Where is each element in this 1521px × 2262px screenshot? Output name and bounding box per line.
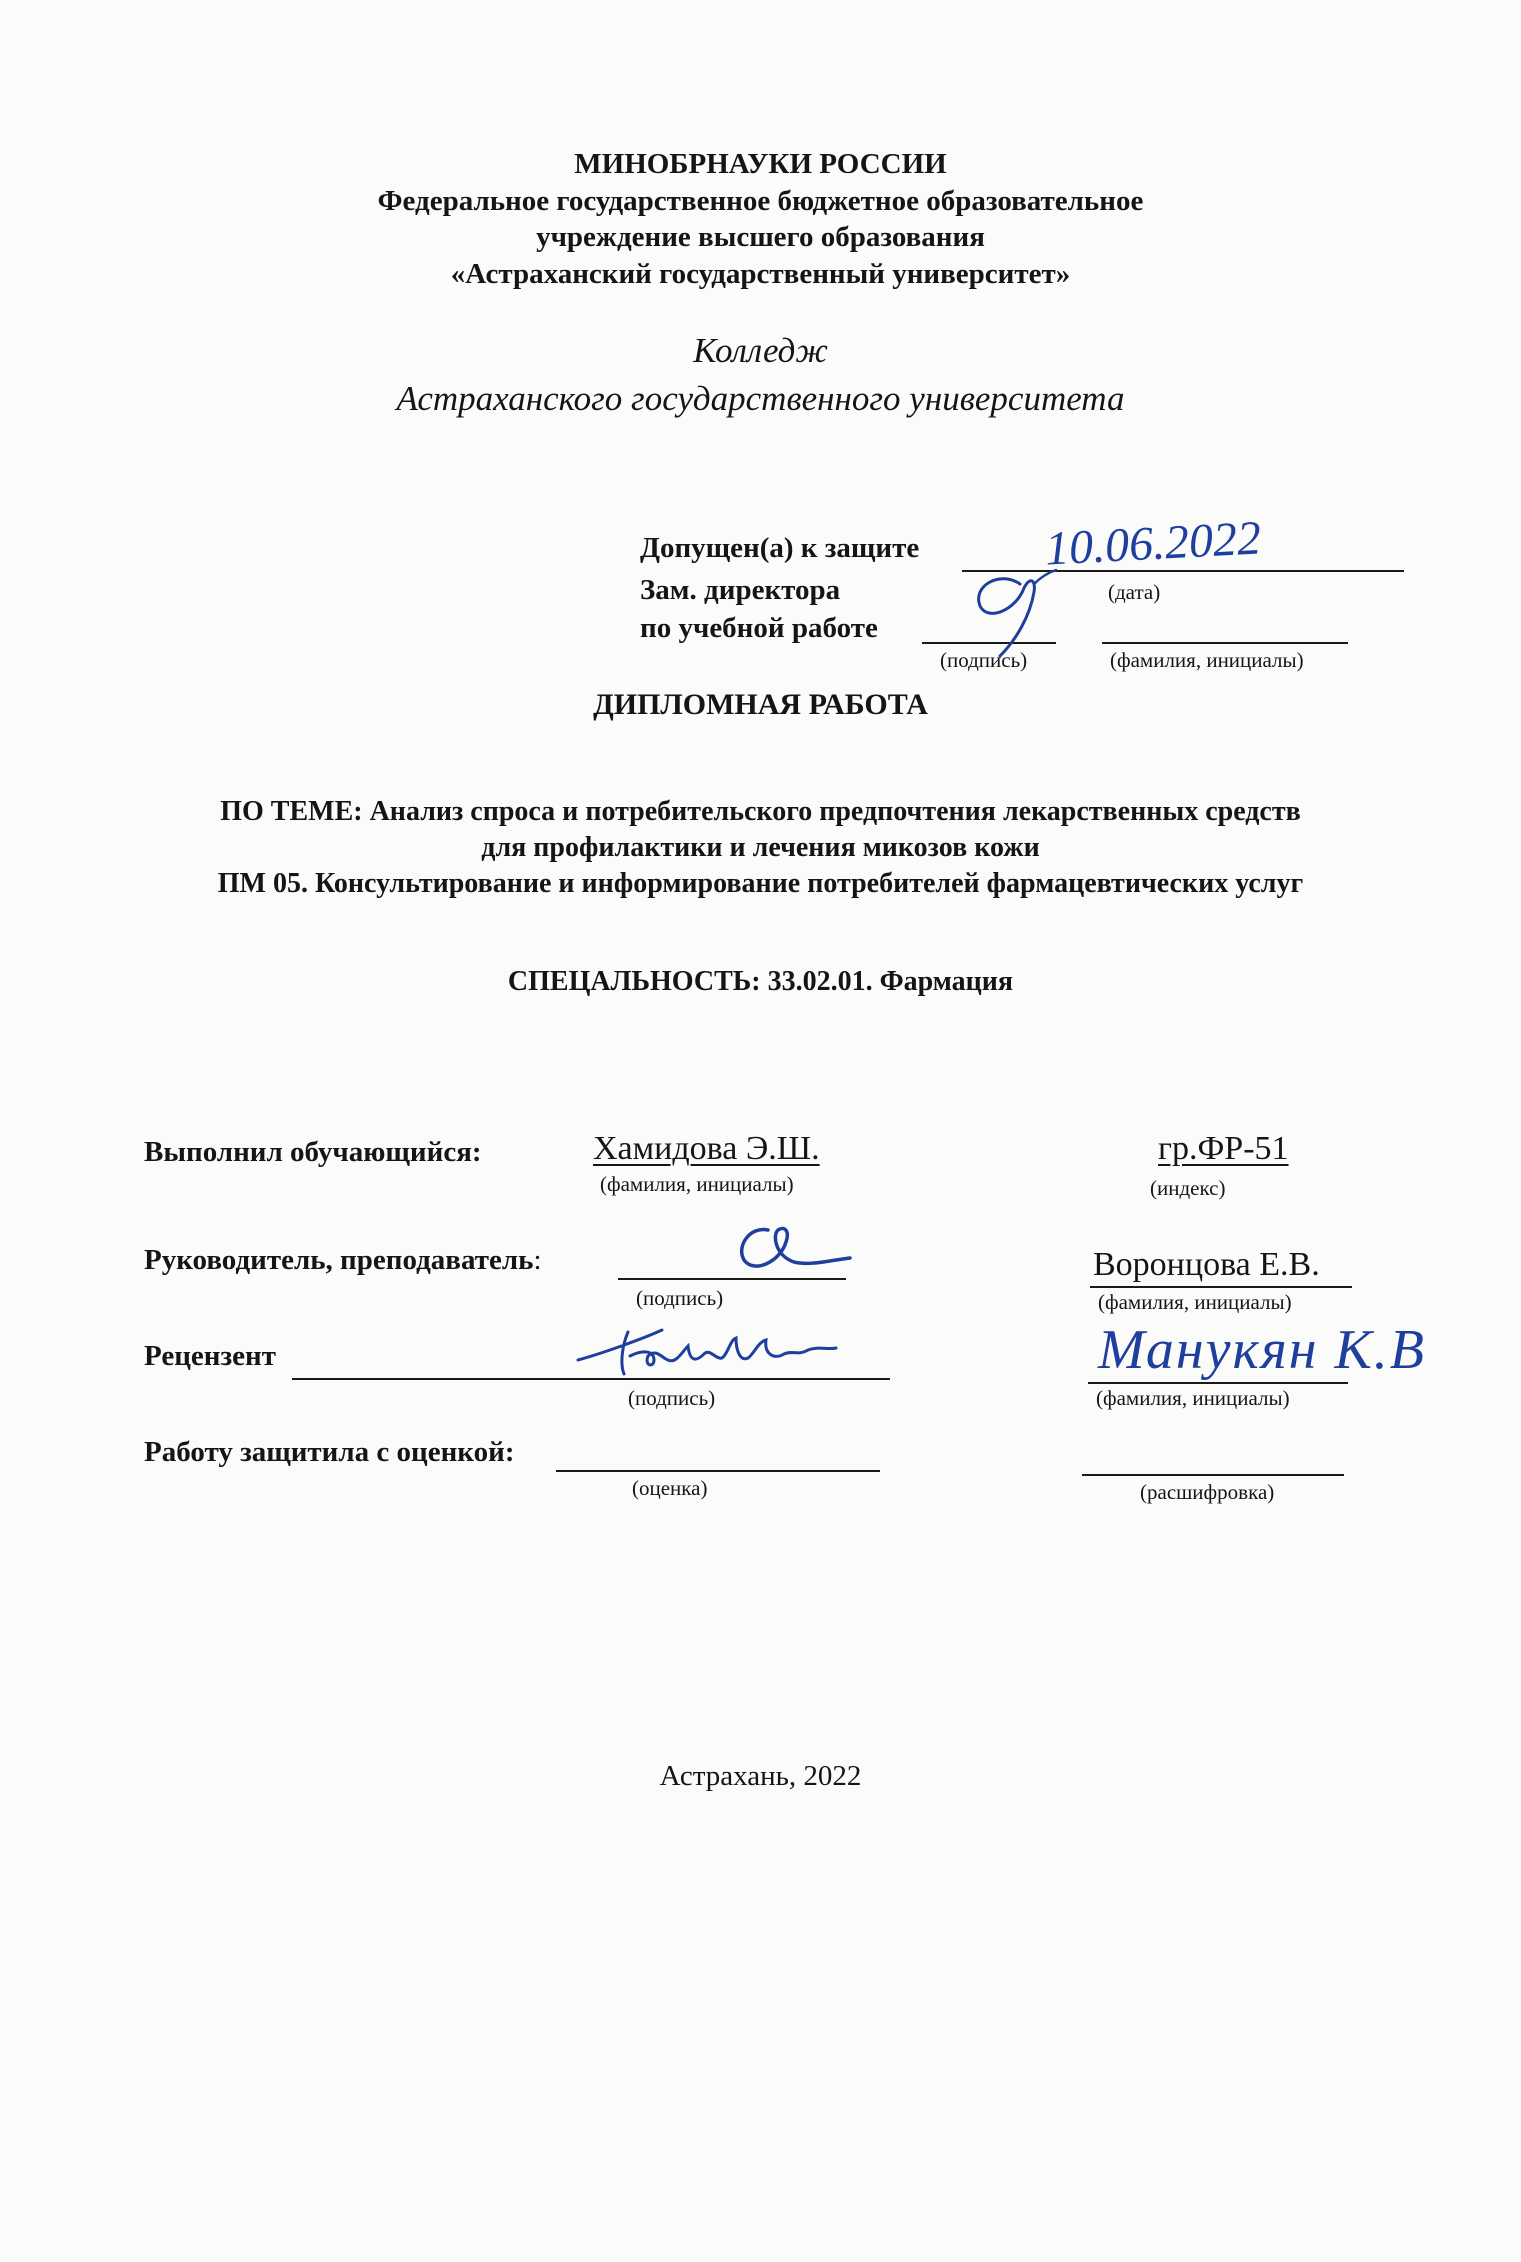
- student-name-caption: (фамилия, инициалы): [600, 1172, 794, 1196]
- admitted-date-handwritten: 10.06.2022: [1043, 511, 1263, 576]
- supervisor-name: Воронцова Е.В.: [1093, 1246, 1320, 1283]
- supervisor-name-line: [1090, 1286, 1352, 1288]
- university-name: «Астраханский государственный университет»: [450, 258, 1071, 290]
- reviewer-name-line: [1088, 1382, 1348, 1384]
- supervisor-signature-line: [618, 1278, 846, 1280]
- supervisor-signature: [728, 1216, 854, 1278]
- student-label: Выполнил обучающийся:: [144, 1136, 482, 1168]
- college-line-2: Астраханского государственного университета: [396, 379, 1125, 418]
- student-group: гр.ФР-51: [1158, 1130, 1289, 1167]
- grade-decode-caption: (расшифровка): [1140, 1480, 1275, 1504]
- admitted-label: Допущен(а) к защите: [640, 532, 920, 564]
- college-line-1: Колледж: [693, 331, 828, 370]
- deputy-label: Зам. директора: [640, 574, 841, 606]
- topic-line-3: ПМ 05. Консультирование и информирование потребителей фармацевтических услуг: [217, 868, 1304, 899]
- reviewer-label: Рецензент: [144, 1340, 276, 1372]
- grade-decode-line: [1082, 1474, 1344, 1476]
- reviewer-name-handwritten: Манукян К.В: [1098, 1319, 1426, 1381]
- institution-line-1: Федеральное государственное бюджетное образовательное: [377, 185, 1144, 217]
- academic-label: по учебной работе: [640, 612, 878, 644]
- ministry-heading: МИНОБРНАУКИ РОССИИ: [574, 148, 947, 180]
- topic-line-2: для профилактики и лечения микозов кожи: [481, 832, 1040, 863]
- deputy-name-caption: (фамилия, инициалы): [1110, 648, 1304, 672]
- document-type: ДИПЛОМНАЯ РАБОТА: [593, 688, 928, 721]
- topic-line-1: ПО ТЕМЕ: Анализ спроса и потребительского предпочтения лекарственных средств: [220, 796, 1301, 827]
- city-year: Астрахань, 2022: [659, 1760, 862, 1792]
- grade-label: Работу защитила с оценкой:: [144, 1436, 515, 1468]
- reviewer-signature: [570, 1320, 840, 1382]
- reviewer-signature-caption: (подпись): [628, 1386, 716, 1410]
- student-group-caption: (индекс): [1150, 1176, 1226, 1200]
- student-name: Хамидова Э.Ш.: [593, 1130, 820, 1167]
- supervisor-label: Руководитель, преподаватель:: [144, 1244, 542, 1276]
- supervisor-signature-caption: (подпись): [636, 1286, 724, 1310]
- specialty: СПЕЦАЛЬНОСТЬ: 33.02.01. Фармация: [507, 966, 1014, 997]
- supervisor-name-caption: (фамилия, инициалы): [1098, 1290, 1292, 1314]
- reviewer-name-caption: (фамилия, инициалы): [1096, 1386, 1290, 1410]
- deputy-signature-caption: (подпись): [940, 648, 1028, 672]
- grade-line: [556, 1470, 880, 1472]
- institution-line-2: учреждение высшего образования: [536, 221, 985, 253]
- date-caption: (дата): [1108, 580, 1161, 604]
- deputy-name-line: [1102, 642, 1348, 644]
- grade-caption: (оценка): [632, 1476, 708, 1500]
